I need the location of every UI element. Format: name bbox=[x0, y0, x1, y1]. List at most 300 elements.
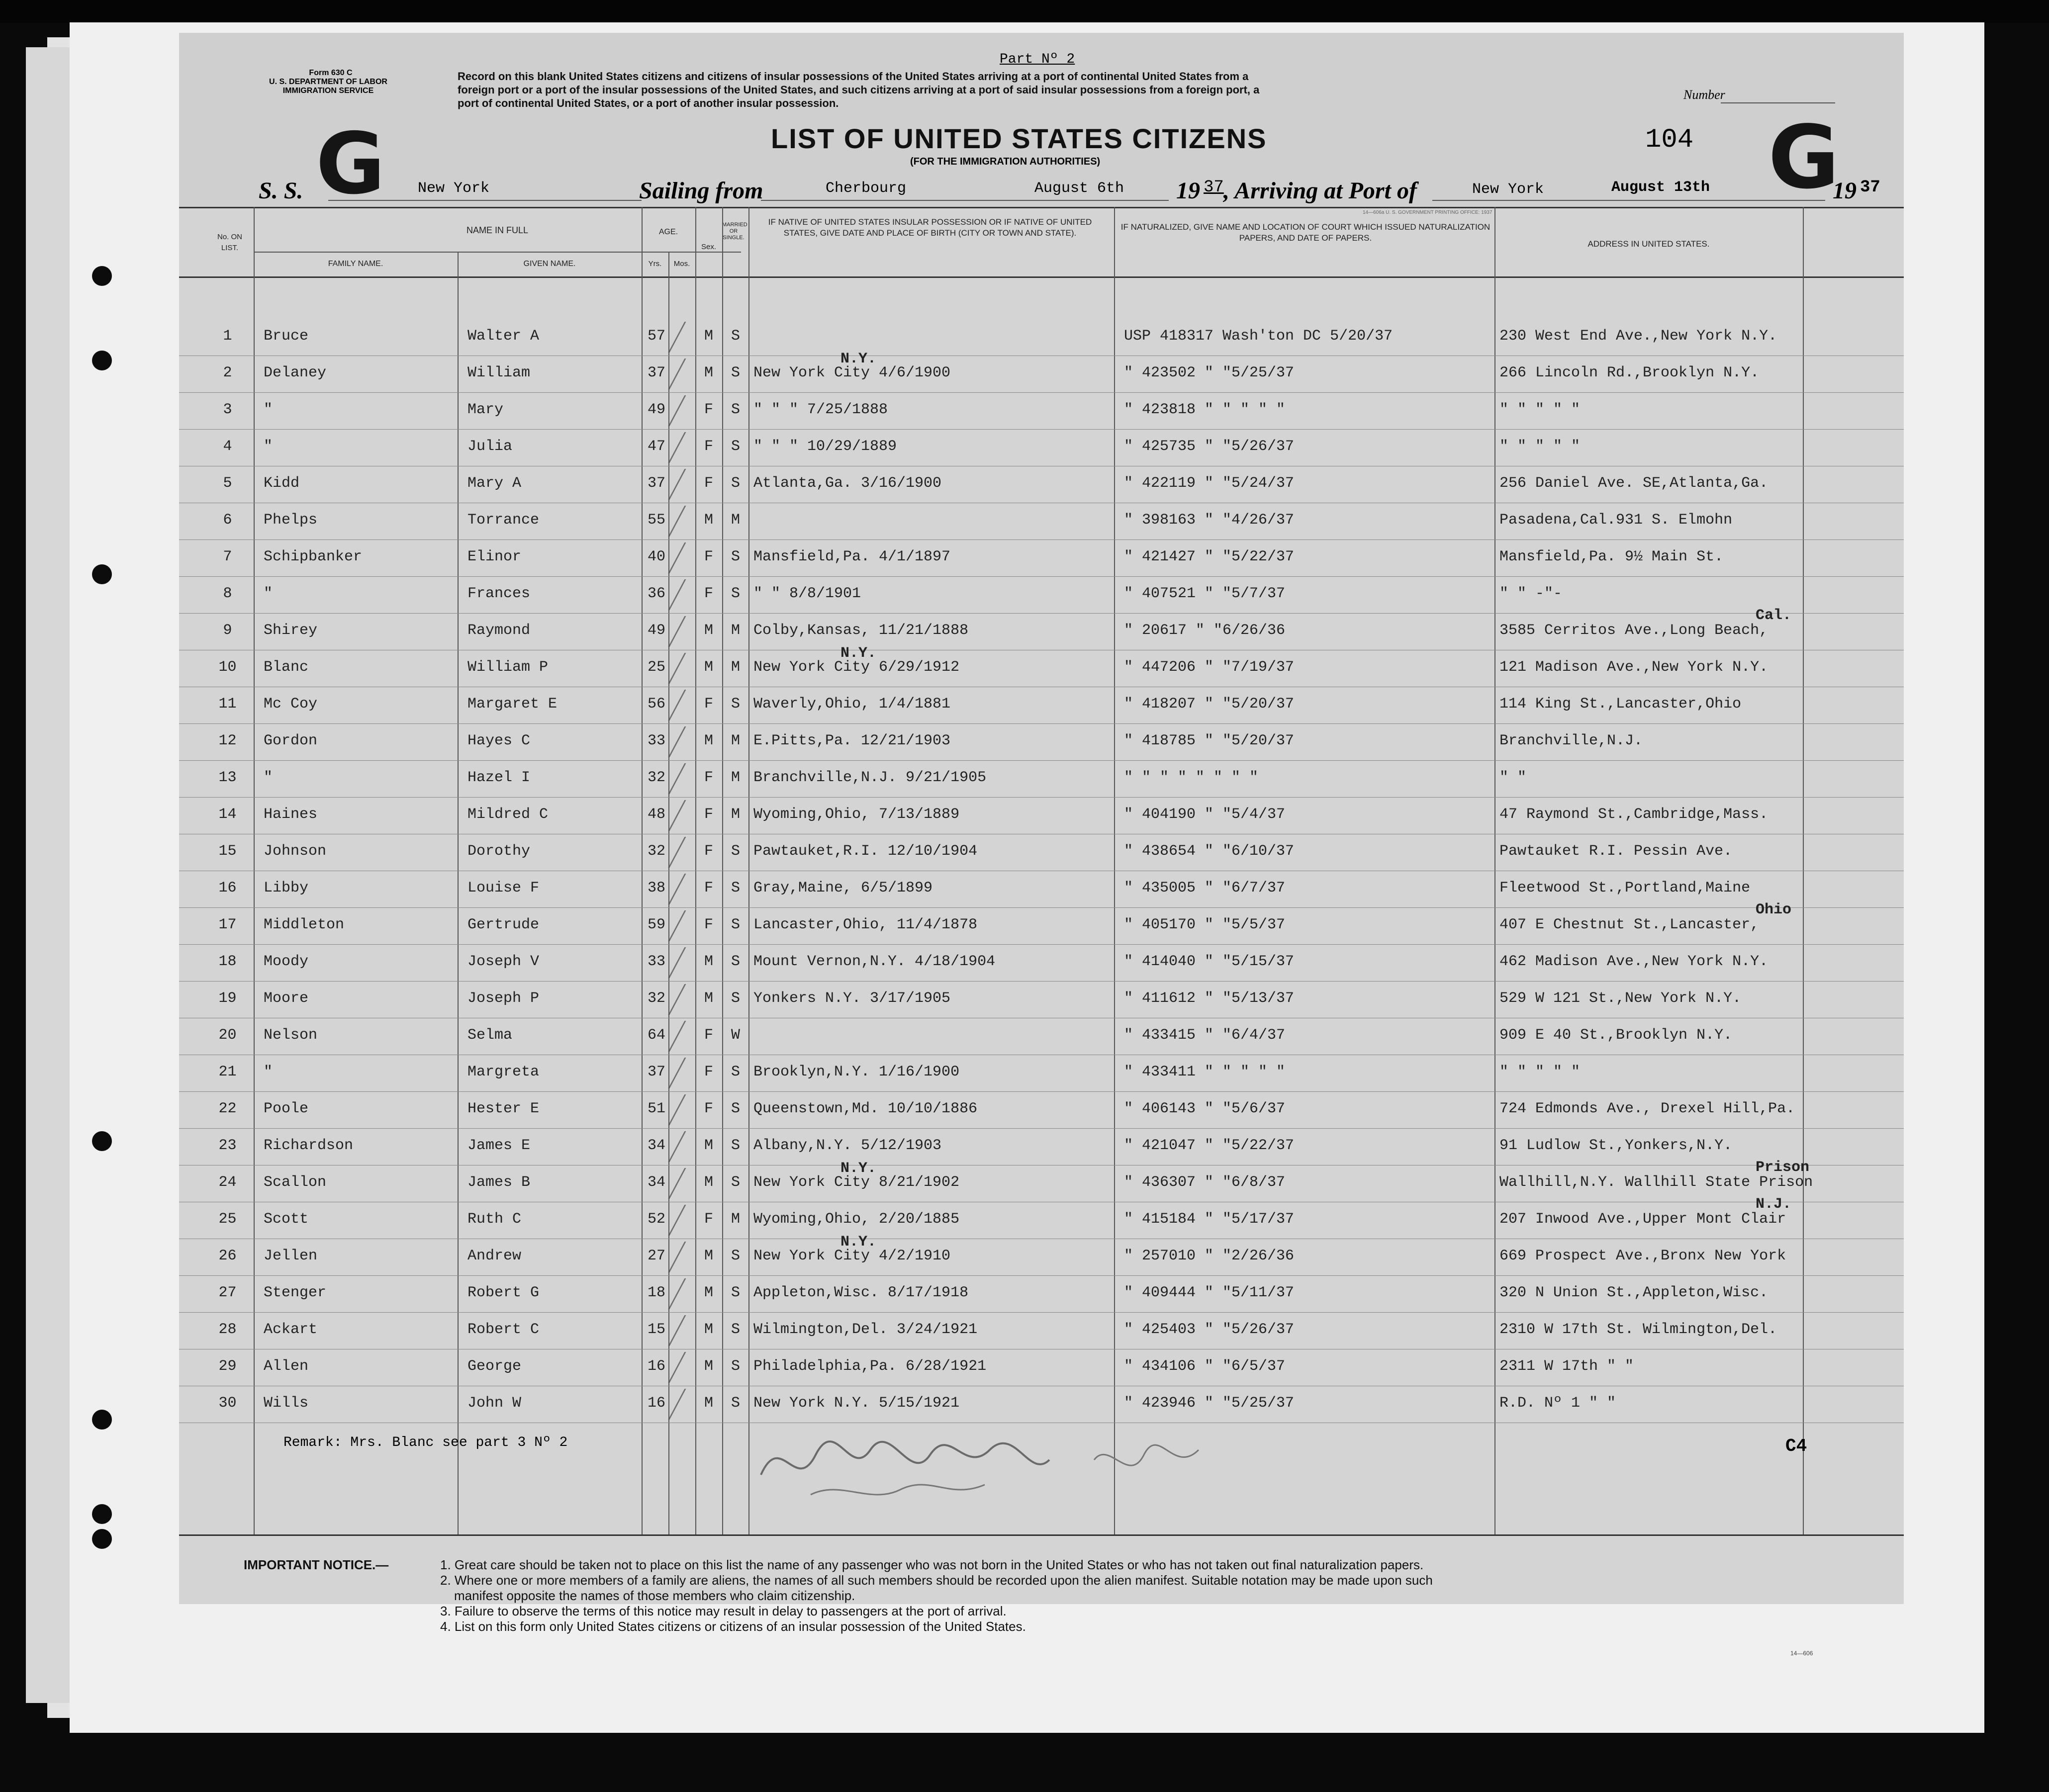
age-years: 49 bbox=[647, 401, 665, 418]
age-years: 33 bbox=[647, 953, 665, 970]
check-mark bbox=[668, 910, 700, 941]
naturalization-papers: " 425735 " "5/26/37 bbox=[1124, 438, 1295, 455]
us-address: Mansfield,Pa. 9½ Main St. bbox=[1499, 548, 1724, 565]
address-note: Prison bbox=[1756, 1159, 1810, 1176]
table-row bbox=[179, 1349, 1904, 1386]
arrival-port: New York bbox=[1472, 181, 1544, 198]
ship-name: New York bbox=[418, 180, 490, 197]
given-name: Selma bbox=[467, 1027, 513, 1044]
table-row bbox=[179, 901, 1904, 945]
birth-place-date: Branchville,N.J. 9/21/1905 bbox=[753, 769, 987, 786]
table-row bbox=[179, 392, 1904, 430]
family-name: Richardson bbox=[264, 1137, 354, 1154]
sex: M bbox=[704, 364, 713, 381]
age-years: 38 bbox=[647, 880, 665, 896]
col-header-given-name: GIVEN NAME. bbox=[523, 260, 576, 268]
record-instructions-line-2: foreign port or a port of the insular possessions of the United States, and such citizens arriving at a port of said insular possessions from a foreign port, a bbox=[458, 84, 1260, 96]
birth-place-date: Appleton,Wisc. 8/17/1918 bbox=[753, 1284, 969, 1301]
family-name: Phelps bbox=[264, 512, 318, 529]
given-name: Andrew bbox=[467, 1248, 522, 1264]
binder-hole bbox=[92, 266, 112, 286]
marital-status: S bbox=[731, 953, 740, 970]
age-years: 32 bbox=[647, 843, 665, 860]
row-number: 13 bbox=[218, 769, 237, 786]
check-mark bbox=[668, 1094, 700, 1125]
row-number: 30 bbox=[218, 1395, 237, 1412]
given-name: William P bbox=[467, 659, 549, 676]
birth-place-date: Wilmington,Del. 3/24/1921 bbox=[753, 1321, 978, 1338]
check-mark bbox=[668, 947, 700, 978]
name-subheader-rule bbox=[254, 252, 741, 253]
given-name: Julia bbox=[467, 438, 513, 455]
birth-place-date: New York N.Y. 5/15/1921 bbox=[753, 1395, 960, 1412]
check-mark bbox=[668, 874, 700, 904]
check-mark bbox=[668, 763, 700, 794]
family-name: Johnson bbox=[264, 843, 327, 860]
record-instructions-line-3: port of continental United States, or a port of another insular possession. bbox=[458, 97, 839, 109]
given-name: Dorothy bbox=[467, 843, 531, 860]
family-name: Bruce bbox=[264, 328, 309, 345]
us-address: " " " " " bbox=[1499, 1064, 1581, 1080]
group-letter-left: G bbox=[316, 115, 385, 213]
age-years: 49 bbox=[647, 622, 665, 639]
naturalization-papers: " " " " " " " " bbox=[1124, 769, 1259, 786]
naturalization-papers: USP 418317 Wash'ton DC 5/20/37 bbox=[1124, 328, 1393, 345]
table-row bbox=[179, 319, 1904, 356]
sex: F bbox=[704, 401, 713, 418]
sex: F bbox=[704, 916, 713, 933]
sex: M bbox=[704, 1358, 713, 1375]
us-address: 2310 W 17th St. Wilmington,Del. bbox=[1499, 1321, 1777, 1338]
birth-place-date: " " " 10/29/1889 bbox=[753, 438, 897, 455]
sex: F bbox=[704, 1100, 713, 1117]
row-number: 2 bbox=[223, 364, 232, 381]
row-number: 15 bbox=[218, 843, 237, 860]
check-mark bbox=[668, 1168, 700, 1199]
naturalization-papers: " 435005 " "6/7/37 bbox=[1124, 880, 1286, 896]
family-name: Scallon bbox=[264, 1174, 327, 1191]
sailing-port: Cherbourg bbox=[826, 180, 907, 197]
notice-item-4: 4. List on this form only United States citizens or citizens of an insular possession of the United States. bbox=[440, 1619, 1026, 1634]
us-address: 266 Lincoln Rd.,Brooklyn N.Y. bbox=[1499, 364, 1760, 381]
us-address: 909 E 40 St.,Brooklyn N.Y. bbox=[1499, 1027, 1733, 1044]
marital-status: S bbox=[731, 1248, 740, 1264]
naturalization-papers: " 447206 " "7/19/37 bbox=[1124, 659, 1295, 676]
age-years: 51 bbox=[647, 1100, 665, 1117]
sailing-year: 37 bbox=[1204, 178, 1224, 197]
family-name: " bbox=[264, 1064, 273, 1080]
age-years: 47 bbox=[647, 438, 665, 455]
birth-place-date: Yonkers N.Y. 3/17/1905 bbox=[753, 990, 951, 1007]
given-name: Mary A bbox=[467, 475, 522, 492]
us-address: " " " " " bbox=[1499, 401, 1581, 418]
number-label: Number bbox=[1683, 88, 1725, 102]
us-address: Pawtauket R.I. Pessin Ave. bbox=[1499, 843, 1733, 860]
naturalization-papers: " 418207 " "5/20/37 bbox=[1124, 696, 1295, 713]
age-years: 37 bbox=[647, 475, 665, 492]
page-code: C4 bbox=[1785, 1436, 1807, 1456]
group-letter-right: G bbox=[1768, 107, 1840, 208]
given-name: Louise F bbox=[467, 880, 540, 896]
us-address: 121 Madison Ave.,New York N.Y. bbox=[1499, 659, 1769, 676]
check-mark bbox=[668, 358, 700, 389]
notice-item-3: 3. Failure to observe the terms of this notice may result in delay to passengers at the port of arrival. bbox=[440, 1604, 1007, 1618]
row-number: 27 bbox=[218, 1284, 237, 1301]
age-years: 27 bbox=[647, 1248, 665, 1264]
table-header-rule bbox=[179, 276, 1904, 278]
naturalization-papers: " 433411 " " " " " bbox=[1124, 1064, 1286, 1080]
birth-place-date: Gray,Maine, 6/5/1899 bbox=[753, 880, 933, 896]
check-mark bbox=[668, 837, 700, 868]
binder-hole bbox=[92, 1410, 112, 1430]
birth-place-date: Wyoming,Ohio, 7/13/1889 bbox=[753, 806, 960, 823]
check-mark bbox=[668, 1242, 700, 1272]
sex: M bbox=[704, 1284, 713, 1301]
check-mark bbox=[668, 1058, 700, 1088]
marital-status: M bbox=[731, 732, 740, 749]
given-name: James B bbox=[467, 1174, 531, 1191]
sex: M bbox=[704, 1137, 713, 1154]
table-row bbox=[179, 539, 1904, 577]
age-years: 64 bbox=[647, 1027, 665, 1044]
birth-place-date: New York City 4/2/1910 bbox=[753, 1248, 951, 1264]
given-name: Elinor bbox=[467, 548, 522, 565]
us-address: Branchville,N.J. bbox=[1499, 732, 1643, 749]
marital-status: M bbox=[731, 1211, 740, 1228]
birth-place-date: Albany,N.Y. 5/12/1903 bbox=[753, 1137, 942, 1154]
address-note: N.J. bbox=[1756, 1196, 1792, 1213]
us-address: 320 N Union St.,Appleton,Wisc. bbox=[1499, 1284, 1769, 1301]
arrival-date: August 13th bbox=[1611, 179, 1710, 196]
row-number: 18 bbox=[218, 953, 237, 970]
ss-label: S. S. bbox=[259, 178, 303, 204]
binder-hole bbox=[92, 1131, 112, 1151]
col-header-name-in-full: NAME IN FULL bbox=[466, 225, 529, 235]
marital-status: M bbox=[731, 769, 740, 786]
us-address: 91 Ludlow St.,Yonkers,N.Y. bbox=[1499, 1137, 1733, 1154]
marital-status: S bbox=[731, 1321, 740, 1338]
given-name: Raymond bbox=[467, 622, 531, 639]
birth-place-date: Mount Vernon,N.Y. 4/18/1904 bbox=[753, 953, 996, 970]
sailing-date: August 6th bbox=[1034, 180, 1124, 197]
service-name: IMMIGRATION SERVICE bbox=[282, 87, 374, 95]
table-top-rule bbox=[179, 207, 1904, 208]
binder-hole bbox=[92, 564, 112, 584]
year-prefix: 19 bbox=[1176, 178, 1200, 204]
row-number: 11 bbox=[218, 696, 237, 713]
row-number: 3 bbox=[223, 401, 232, 418]
marital-status: S bbox=[731, 401, 740, 418]
age-years: 59 bbox=[647, 916, 665, 933]
sex: M bbox=[704, 659, 713, 676]
age-years: 18 bbox=[647, 1284, 665, 1301]
given-name: Margreta bbox=[467, 1064, 540, 1080]
address-note: Cal. bbox=[1756, 607, 1792, 624]
sex: M bbox=[704, 1248, 713, 1264]
naturalization-papers: " 418785 " "5/20/37 bbox=[1124, 732, 1295, 749]
table-row bbox=[179, 687, 1904, 724]
page-subtitle: (FOR THE IMMIGRATION AUTHORITIES) bbox=[910, 156, 1101, 167]
marital-status: S bbox=[731, 1174, 740, 1191]
sex: F bbox=[704, 585, 713, 602]
marital-status: S bbox=[731, 990, 740, 1007]
naturalization-papers: " 406143 " "5/6/37 bbox=[1124, 1100, 1286, 1117]
birth-place-date: New York City 6/29/1912 bbox=[753, 659, 960, 676]
given-name: Hayes C bbox=[467, 732, 531, 749]
part-number: Part Nº 2 bbox=[1000, 52, 1075, 67]
family-name: Schipbanker bbox=[264, 548, 363, 565]
sex: M bbox=[704, 953, 713, 970]
remark: Remark: Mrs. Blanc see part 3 Nº 2 bbox=[283, 1435, 568, 1450]
us-address: " " -"- bbox=[1499, 585, 1563, 602]
family-name: Moore bbox=[264, 990, 309, 1007]
sex: F bbox=[704, 1064, 713, 1080]
family-name: " bbox=[264, 401, 273, 418]
table-row bbox=[179, 723, 1904, 761]
marital-status: S bbox=[731, 1284, 740, 1301]
age-years: 33 bbox=[647, 732, 665, 749]
family-name: Libby bbox=[264, 880, 309, 896]
table-row bbox=[179, 1275, 1904, 1313]
us-address: 669 Prospect Ave.,Bronx New York bbox=[1499, 1248, 1786, 1264]
row-number: 22 bbox=[218, 1100, 237, 1117]
check-mark bbox=[668, 690, 700, 720]
given-name: Margaret E bbox=[467, 696, 558, 713]
row-number: 9 bbox=[223, 622, 232, 639]
naturalization-papers: " 436307 " "6/8/37 bbox=[1124, 1174, 1286, 1191]
family-name: Nelson bbox=[264, 1027, 318, 1044]
birth-place-date: Lancaster,Ohio, 11/4/1878 bbox=[753, 916, 978, 933]
age-years: 16 bbox=[647, 1358, 665, 1375]
check-mark bbox=[668, 1352, 700, 1383]
row-number: 20 bbox=[218, 1027, 237, 1044]
row-number: 8 bbox=[223, 585, 232, 602]
address-note: Ohio bbox=[1756, 901, 1792, 918]
birth-place-date: Wyoming,Ohio, 2/20/1885 bbox=[753, 1211, 960, 1228]
page-title: LIST OF UNITED STATES CITIZENS bbox=[771, 123, 1267, 154]
row-number: 5 bbox=[223, 475, 232, 492]
arrival-port-line bbox=[1432, 200, 1825, 201]
marital-status: S bbox=[731, 1358, 740, 1375]
citizen-list-form bbox=[179, 33, 1904, 1604]
us-address: 462 Madison Ave.,New York N.Y. bbox=[1499, 953, 1769, 970]
row-number: 28 bbox=[218, 1321, 237, 1338]
ship-line bbox=[328, 200, 642, 201]
arrival-year-prefix: 19 bbox=[1833, 178, 1857, 204]
us-address: 407 E Chestnut St.,Lancaster, bbox=[1499, 916, 1760, 933]
age-years: 37 bbox=[647, 364, 665, 381]
row-number: 12 bbox=[218, 732, 237, 749]
given-name: Robert C bbox=[467, 1321, 540, 1338]
check-mark bbox=[668, 322, 700, 353]
given-name: Torrance bbox=[467, 512, 540, 529]
table-row bbox=[179, 1196, 1904, 1239]
table-row bbox=[179, 645, 1904, 687]
sex: M bbox=[704, 328, 713, 345]
sex: M bbox=[704, 622, 713, 639]
marital-status: S bbox=[731, 696, 740, 713]
row-number: 21 bbox=[218, 1064, 237, 1080]
col-header-months: Mos. bbox=[673, 260, 690, 268]
notice-item-2-continued: manifest opposite the names of those members who claim citizenship. bbox=[454, 1588, 855, 1603]
form-code: 14—606 bbox=[1790, 1650, 1813, 1657]
age-years: 48 bbox=[647, 806, 665, 823]
table-row bbox=[179, 1159, 1904, 1202]
birth-place-date: New York City 4/6/1900 bbox=[753, 364, 951, 381]
table-row bbox=[179, 607, 1904, 650]
check-mark bbox=[668, 1021, 700, 1052]
us-address: 230 West End Ave.,New York N.Y. bbox=[1499, 328, 1777, 345]
col-header-address: ADDRESS IN UNITED STATES. bbox=[1587, 239, 1710, 249]
naturalization-papers: " 409444 " "5/11/37 bbox=[1124, 1284, 1295, 1301]
naturalization-papers: " 438654 " "6/10/37 bbox=[1124, 843, 1295, 860]
age-years: 57 bbox=[647, 328, 665, 345]
naturalization-papers: " 423818 " " " " " bbox=[1124, 401, 1286, 418]
marital-status: S bbox=[731, 585, 740, 602]
us-address: Wallhill,N.Y. Wallhill State Prison bbox=[1499, 1174, 1813, 1191]
birth-place-date: Queenstown,Md. 10/10/1886 bbox=[753, 1100, 978, 1117]
check-mark bbox=[668, 579, 700, 610]
birth-place-date: Pawtauket,R.I. 12/10/1904 bbox=[753, 843, 978, 860]
sex: F bbox=[704, 696, 713, 713]
col-header-married-single: MARRIED OR SINGLE. bbox=[722, 222, 747, 241]
us-address: 47 Raymond St.,Cambridge,Mass. bbox=[1499, 806, 1769, 823]
given-name: Frances bbox=[467, 585, 531, 602]
check-mark bbox=[668, 432, 700, 463]
sailing-from-line bbox=[761, 200, 1169, 201]
row-number: 16 bbox=[218, 880, 237, 896]
age-years: 55 bbox=[647, 512, 665, 529]
check-mark bbox=[668, 1205, 700, 1236]
row-number: 23 bbox=[218, 1137, 237, 1154]
marital-status: M bbox=[731, 512, 740, 529]
table-row bbox=[179, 981, 1904, 1018]
age-years: 34 bbox=[647, 1174, 665, 1191]
given-name: George bbox=[467, 1358, 522, 1375]
marital-status: M bbox=[731, 622, 740, 639]
marital-status: S bbox=[731, 1137, 740, 1154]
table-row bbox=[179, 760, 1904, 798]
sex: M bbox=[704, 1395, 713, 1412]
family-name: Delaney bbox=[264, 364, 327, 381]
record-instructions-line-1: Record on this blank United States citizens and citizens of insular possessions of the United States arriving at a port of continental United States from a bbox=[458, 70, 1249, 83]
check-mark bbox=[668, 469, 700, 500]
marital-status: M bbox=[731, 659, 740, 676]
birth-state-note: N.Y. bbox=[840, 351, 877, 367]
sex: F bbox=[704, 475, 713, 492]
col-header-age: AGE. bbox=[658, 228, 678, 236]
marital-status: S bbox=[731, 364, 740, 381]
marital-status: S bbox=[731, 438, 740, 455]
arriving-label: , Arriving at Port of bbox=[1223, 178, 1417, 204]
check-mark bbox=[668, 616, 700, 647]
family-name: " bbox=[264, 585, 273, 602]
family-name: Poole bbox=[264, 1100, 309, 1117]
arrival-year: 37 bbox=[1860, 178, 1880, 197]
us-address: Fleetwood St.,Portland,Maine bbox=[1499, 880, 1751, 896]
given-name: Walter A bbox=[467, 328, 540, 345]
family-name: Stenger bbox=[264, 1284, 327, 1301]
sex: M bbox=[704, 990, 713, 1007]
notice-item-1: 1. Great care should be taken not to place on this list the name of any passenger who was not born in the United States or who has not taken out final naturalization papers. bbox=[440, 1557, 1424, 1572]
naturalization-papers: " 434106 " "6/5/37 bbox=[1124, 1358, 1286, 1375]
age-years: 34 bbox=[647, 1137, 665, 1154]
marital-status: W bbox=[731, 1027, 740, 1044]
sex: F bbox=[704, 880, 713, 896]
age-years: 16 bbox=[647, 1395, 665, 1412]
given-name: John W bbox=[467, 1395, 522, 1412]
family-name: Allen bbox=[264, 1358, 309, 1375]
family-name: Middleton bbox=[264, 916, 345, 933]
col-header-number: No. ON LIST. bbox=[217, 233, 242, 252]
us-address: 207 Inwood Ave.,Upper Mont Clair bbox=[1499, 1211, 1786, 1228]
family-name: Haines bbox=[264, 806, 318, 823]
check-mark bbox=[668, 726, 700, 757]
us-address: " " " " " bbox=[1499, 438, 1581, 455]
form-number: Form 630 C bbox=[309, 69, 353, 77]
sailing-from-label: Sailing from bbox=[639, 178, 763, 204]
check-mark bbox=[668, 395, 700, 426]
birth-place-date: Mansfield,Pa. 4/1/1897 bbox=[753, 548, 951, 565]
birth-place-date: Waverly,Ohio, 1/4/1881 bbox=[753, 696, 951, 713]
row-number: 25 bbox=[218, 1211, 237, 1228]
row-number: 4 bbox=[223, 438, 232, 455]
naturalization-papers: " 423502 " "5/25/37 bbox=[1124, 364, 1295, 381]
sex: F bbox=[704, 1027, 713, 1044]
table-row bbox=[179, 797, 1904, 834]
given-name: Robert G bbox=[467, 1284, 540, 1301]
check-mark bbox=[668, 1389, 700, 1420]
given-name: William bbox=[467, 364, 531, 381]
department-name: U. S. DEPARTMENT OF LABOR bbox=[269, 78, 387, 86]
col-header-years: Yrs. bbox=[648, 260, 662, 268]
birth-state-note: N.Y. bbox=[840, 645, 877, 662]
row-number: 19 bbox=[218, 990, 237, 1007]
naturalization-papers: " 422119 " "5/24/37 bbox=[1124, 475, 1295, 492]
col-header-naturalization: IF NATURALIZED, GIVE NAME AND LOCATION OF COURT WHICH ISSUED NATURALIZATION PAPERS, AND DATE OF PAPERS. bbox=[1120, 222, 1490, 243]
check-mark bbox=[668, 1278, 700, 1309]
birth-place-date: New York City 8/21/1902 bbox=[753, 1174, 960, 1191]
sex: M bbox=[704, 512, 713, 529]
family-name: Shirey bbox=[264, 622, 318, 639]
family-name: Blanc bbox=[264, 659, 309, 676]
scanner-edge bbox=[0, 0, 2049, 23]
family-name: Scott bbox=[264, 1211, 309, 1228]
given-name: Hester E bbox=[467, 1100, 540, 1117]
marital-status: S bbox=[731, 475, 740, 492]
age-years: 52 bbox=[647, 1211, 665, 1228]
family-name: Gordon bbox=[264, 732, 318, 749]
binder-hole bbox=[92, 351, 112, 370]
sex: M bbox=[704, 1174, 713, 1191]
check-mark bbox=[668, 984, 700, 1015]
row-number: 26 bbox=[218, 1248, 237, 1264]
list-number: 104 bbox=[1645, 125, 1694, 155]
age-years: 15 bbox=[647, 1321, 665, 1338]
sex: F bbox=[704, 806, 713, 823]
notice-heading: IMPORTANT NOTICE.— bbox=[244, 1557, 389, 1572]
naturalization-papers: " 421047 " "5/22/37 bbox=[1124, 1137, 1295, 1154]
row-number: 1 bbox=[223, 328, 232, 345]
table-row bbox=[179, 503, 1904, 540]
us-address: 2311 W 17th " " bbox=[1499, 1358, 1634, 1375]
family-name: Moody bbox=[264, 953, 309, 970]
number-line bbox=[1721, 102, 1835, 103]
birth-place-date: Colby,Kansas, 11/21/1888 bbox=[753, 622, 969, 639]
table-row bbox=[179, 1055, 1904, 1092]
table-row bbox=[179, 1018, 1904, 1055]
col-header-family-name: FAMILY NAME. bbox=[328, 260, 383, 268]
